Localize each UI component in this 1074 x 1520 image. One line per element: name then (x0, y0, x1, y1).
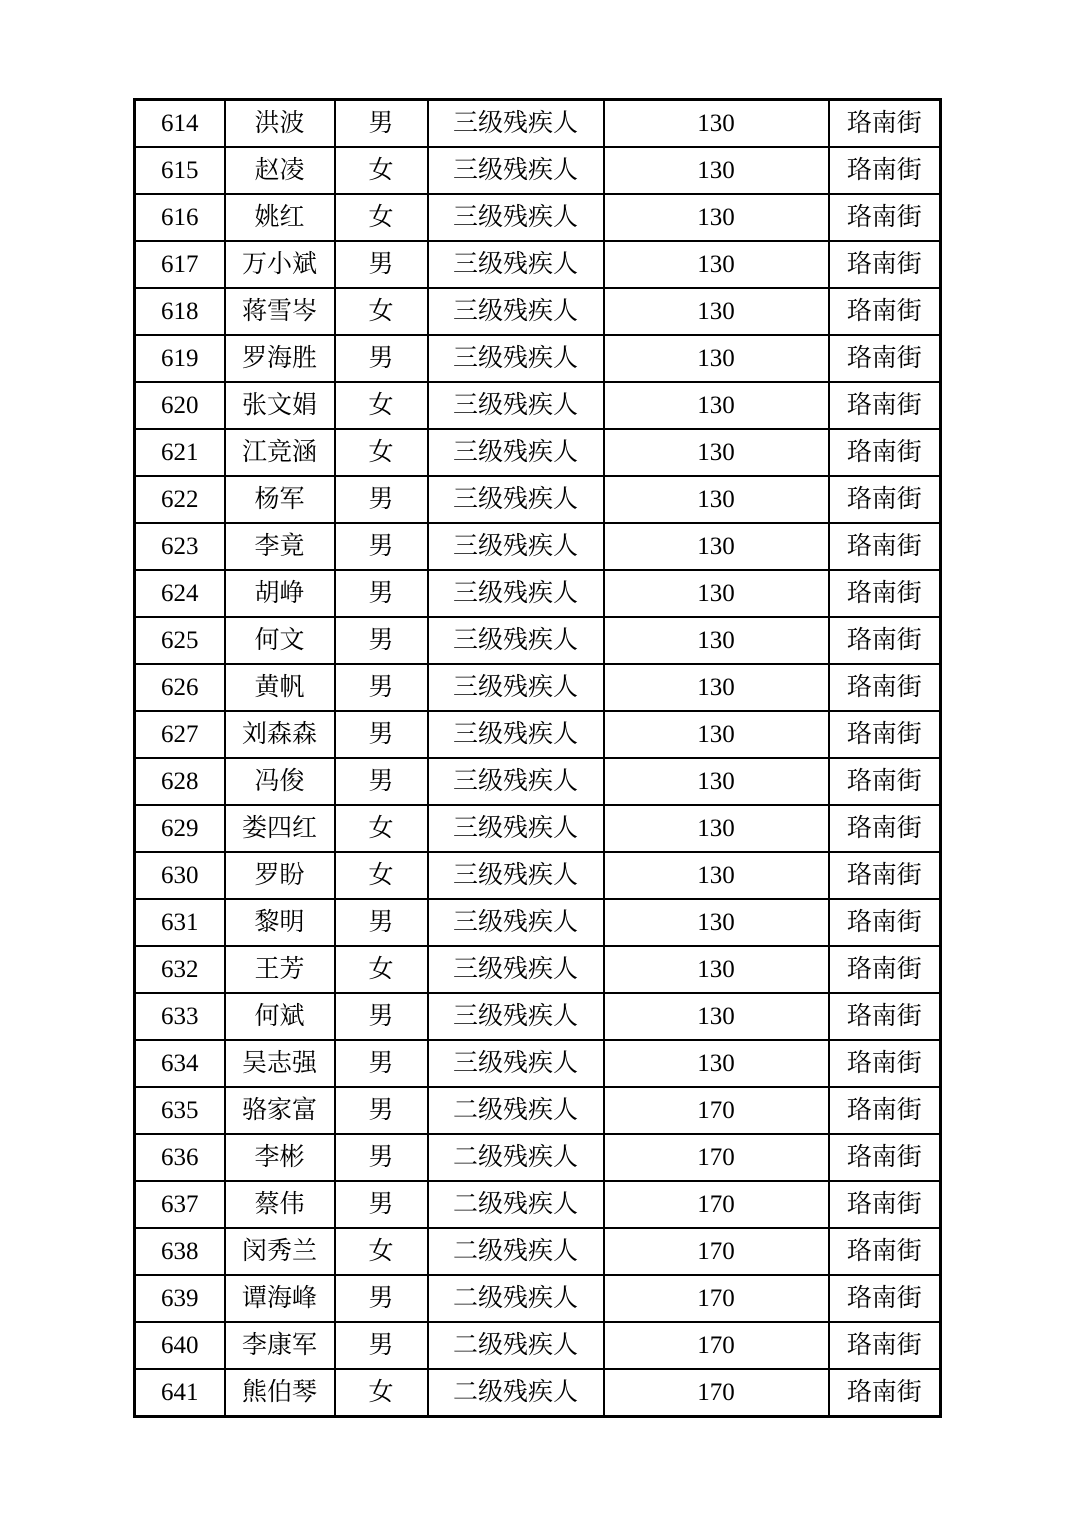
cell-number: 617 (135, 241, 225, 288)
table-row (135, 617, 941, 664)
table-row (135, 946, 941, 993)
cell-amount: 130 (604, 335, 829, 382)
table-row (135, 1040, 941, 1087)
cell-amount: 170 (604, 1322, 829, 1369)
cell-gender: 女 (335, 147, 428, 194)
cell-number: 623 (135, 523, 225, 570)
cell-category: 三级残疾人 (428, 429, 604, 476)
cell-number: 632 (135, 946, 225, 993)
table-row (135, 805, 941, 852)
cell-street: 珞南街 (829, 288, 941, 335)
cell-gender: 男 (335, 100, 428, 148)
cell-name: 江竞涵 (225, 429, 335, 476)
cell-number: 626 (135, 664, 225, 711)
table-row (135, 476, 941, 523)
cell-gender: 男 (335, 1275, 428, 1322)
cell-gender: 男 (335, 1181, 428, 1228)
cell-amount: 130 (604, 288, 829, 335)
cell-street: 珞南街 (829, 946, 941, 993)
cell-category: 三级残疾人 (428, 194, 604, 241)
cell-name: 冯俊 (225, 758, 335, 805)
cell-number: 641 (135, 1369, 225, 1417)
cell-street: 珞南街 (829, 147, 941, 194)
table-row (135, 1134, 941, 1181)
table-body (135, 100, 941, 1417)
cell-name: 胡峥 (225, 570, 335, 617)
cell-amount: 130 (604, 617, 829, 664)
cell-amount: 130 (604, 805, 829, 852)
cell-category: 三级残疾人 (428, 852, 604, 899)
cell-gender: 女 (335, 1228, 428, 1275)
cell-gender: 男 (335, 1087, 428, 1134)
cell-street: 珞南街 (829, 429, 941, 476)
cell-name: 杨军 (225, 476, 335, 523)
cell-gender: 男 (335, 664, 428, 711)
cell-name: 张文娟 (225, 382, 335, 429)
cell-name: 王芳 (225, 946, 335, 993)
cell-street: 珞南街 (829, 1369, 941, 1417)
cell-category: 三级残疾人 (428, 899, 604, 946)
cell-category: 三级残疾人 (428, 100, 604, 148)
cell-amount: 130 (604, 194, 829, 241)
table-row (135, 241, 941, 288)
cell-number: 629 (135, 805, 225, 852)
cell-amount: 130 (604, 852, 829, 899)
cell-number: 622 (135, 476, 225, 523)
cell-amount: 130 (604, 711, 829, 758)
cell-number: 625 (135, 617, 225, 664)
cell-amount: 170 (604, 1087, 829, 1134)
cell-name: 罗海胜 (225, 335, 335, 382)
cell-amount: 130 (604, 476, 829, 523)
cell-number: 635 (135, 1087, 225, 1134)
cell-number: 621 (135, 429, 225, 476)
cell-number: 640 (135, 1322, 225, 1369)
cell-category: 三级残疾人 (428, 476, 604, 523)
cell-number: 633 (135, 993, 225, 1040)
cell-street: 珞南街 (829, 993, 941, 1040)
cell-gender: 女 (335, 852, 428, 899)
table-row (135, 100, 941, 148)
cell-gender: 女 (335, 194, 428, 241)
cell-name: 熊伯琴 (225, 1369, 335, 1417)
cell-name: 赵凌 (225, 147, 335, 194)
cell-category: 二级残疾人 (428, 1087, 604, 1134)
cell-category: 三级残疾人 (428, 288, 604, 335)
cell-number: 615 (135, 147, 225, 194)
cell-street: 珞南街 (829, 1040, 941, 1087)
cell-street: 珞南街 (829, 1087, 941, 1134)
table-row (135, 288, 941, 335)
cell-street: 珞南街 (829, 758, 941, 805)
cell-amount: 130 (604, 1040, 829, 1087)
cell-gender: 男 (335, 1134, 428, 1181)
cell-number: 627 (135, 711, 225, 758)
cell-street: 珞南街 (829, 1322, 941, 1369)
cell-number: 634 (135, 1040, 225, 1087)
cell-amount: 130 (604, 429, 829, 476)
cell-gender: 女 (335, 429, 428, 476)
cell-name: 李康军 (225, 1322, 335, 1369)
cell-street: 珞南街 (829, 241, 941, 288)
cell-gender: 男 (335, 1040, 428, 1087)
cell-category: 三级残疾人 (428, 570, 604, 617)
subsidy-table (133, 98, 942, 1418)
cell-number: 637 (135, 1181, 225, 1228)
table-row (135, 852, 941, 899)
cell-gender: 男 (335, 476, 428, 523)
cell-category: 三级残疾人 (428, 664, 604, 711)
table-row (135, 711, 941, 758)
table-row (135, 335, 941, 382)
cell-name: 刘森森 (225, 711, 335, 758)
cell-category: 三级残疾人 (428, 805, 604, 852)
cell-category: 二级残疾人 (428, 1181, 604, 1228)
cell-number: 620 (135, 382, 225, 429)
cell-name: 姚红 (225, 194, 335, 241)
cell-amount: 130 (604, 147, 829, 194)
cell-name: 罗盼 (225, 852, 335, 899)
cell-street: 珞南街 (829, 617, 941, 664)
cell-gender: 女 (335, 805, 428, 852)
table-row (135, 1087, 941, 1134)
table-row (135, 1322, 941, 1369)
table-row (135, 1369, 941, 1417)
cell-category: 三级残疾人 (428, 711, 604, 758)
table-row (135, 382, 941, 429)
cell-street: 珞南街 (829, 805, 941, 852)
cell-name: 蒋雪岑 (225, 288, 335, 335)
cell-name: 黄帆 (225, 664, 335, 711)
cell-number: 639 (135, 1275, 225, 1322)
cell-street: 珞南街 (829, 899, 941, 946)
table-row (135, 1228, 941, 1275)
cell-category: 三级残疾人 (428, 241, 604, 288)
cell-number: 616 (135, 194, 225, 241)
table-row (135, 194, 941, 241)
cell-category: 二级残疾人 (428, 1322, 604, 1369)
cell-amount: 170 (604, 1134, 829, 1181)
table-row (135, 429, 941, 476)
cell-amount: 130 (604, 664, 829, 711)
cell-amount: 130 (604, 993, 829, 1040)
cell-number: 636 (135, 1134, 225, 1181)
table-row (135, 523, 941, 570)
cell-gender: 女 (335, 382, 428, 429)
cell-gender: 男 (335, 1322, 428, 1369)
cell-amount: 130 (604, 241, 829, 288)
cell-gender: 男 (335, 570, 428, 617)
cell-category: 三级残疾人 (428, 335, 604, 382)
cell-name: 黎明 (225, 899, 335, 946)
cell-amount: 130 (604, 523, 829, 570)
cell-number: 628 (135, 758, 225, 805)
cell-name: 闵秀兰 (225, 1228, 335, 1275)
cell-category: 三级残疾人 (428, 617, 604, 664)
cell-gender: 女 (335, 288, 428, 335)
cell-name: 娄四红 (225, 805, 335, 852)
table-row (135, 758, 941, 805)
cell-amount: 130 (604, 100, 829, 148)
cell-street: 珞南街 (829, 100, 941, 148)
cell-category: 二级残疾人 (428, 1134, 604, 1181)
cell-street: 珞南街 (829, 852, 941, 899)
cell-gender: 男 (335, 993, 428, 1040)
cell-gender: 男 (335, 758, 428, 805)
cell-number: 631 (135, 899, 225, 946)
cell-category: 三级残疾人 (428, 946, 604, 993)
cell-gender: 男 (335, 241, 428, 288)
cell-gender: 男 (335, 617, 428, 664)
table-row (135, 993, 941, 1040)
table-row (135, 147, 941, 194)
cell-name: 何文 (225, 617, 335, 664)
cell-number: 630 (135, 852, 225, 899)
cell-name: 李竟 (225, 523, 335, 570)
cell-category: 三级残疾人 (428, 523, 604, 570)
cell-amount: 170 (604, 1369, 829, 1417)
cell-name: 李彬 (225, 1134, 335, 1181)
cell-street: 珞南街 (829, 335, 941, 382)
cell-amount: 170 (604, 1275, 829, 1322)
cell-gender: 男 (335, 523, 428, 570)
cell-number: 618 (135, 288, 225, 335)
table-row (135, 664, 941, 711)
cell-amount: 170 (604, 1181, 829, 1228)
cell-gender: 男 (335, 899, 428, 946)
cell-street: 珞南街 (829, 1275, 941, 1322)
cell-number: 619 (135, 335, 225, 382)
cell-name: 何斌 (225, 993, 335, 1040)
cell-number: 614 (135, 100, 225, 148)
cell-category: 二级残疾人 (428, 1228, 604, 1275)
cell-name: 吴志强 (225, 1040, 335, 1087)
cell-gender: 男 (335, 711, 428, 758)
cell-category: 三级残疾人 (428, 993, 604, 1040)
cell-category: 二级残疾人 (428, 1275, 604, 1322)
cell-category: 三级残疾人 (428, 758, 604, 805)
cell-number: 638 (135, 1228, 225, 1275)
cell-street: 珞南街 (829, 1181, 941, 1228)
table-row (135, 570, 941, 617)
cell-street: 珞南街 (829, 382, 941, 429)
cell-name: 骆家富 (225, 1087, 335, 1134)
cell-amount: 130 (604, 899, 829, 946)
cell-street: 珞南街 (829, 523, 941, 570)
cell-gender: 男 (335, 335, 428, 382)
table-row (135, 1181, 941, 1228)
cell-amount: 130 (604, 946, 829, 993)
cell-gender: 女 (335, 1369, 428, 1417)
cell-street: 珞南街 (829, 570, 941, 617)
cell-gender: 女 (335, 946, 428, 993)
table-row (135, 1275, 941, 1322)
cell-number: 624 (135, 570, 225, 617)
cell-name: 蔡伟 (225, 1181, 335, 1228)
cell-amount: 170 (604, 1228, 829, 1275)
cell-street: 珞南街 (829, 476, 941, 523)
cell-category: 二级残疾人 (428, 1369, 604, 1417)
cell-name: 洪波 (225, 100, 335, 148)
cell-category: 三级残疾人 (428, 147, 604, 194)
cell-street: 珞南街 (829, 664, 941, 711)
cell-name: 万小斌 (225, 241, 335, 288)
cell-amount: 130 (604, 758, 829, 805)
cell-street: 珞南街 (829, 1228, 941, 1275)
cell-amount: 130 (604, 570, 829, 617)
cell-street: 珞南街 (829, 711, 941, 758)
cell-street: 珞南街 (829, 1134, 941, 1181)
cell-amount: 130 (604, 382, 829, 429)
cell-street: 珞南街 (829, 194, 941, 241)
cell-category: 三级残疾人 (428, 1040, 604, 1087)
cell-name: 谭海峰 (225, 1275, 335, 1322)
table-row (135, 899, 941, 946)
cell-category: 三级残疾人 (428, 382, 604, 429)
